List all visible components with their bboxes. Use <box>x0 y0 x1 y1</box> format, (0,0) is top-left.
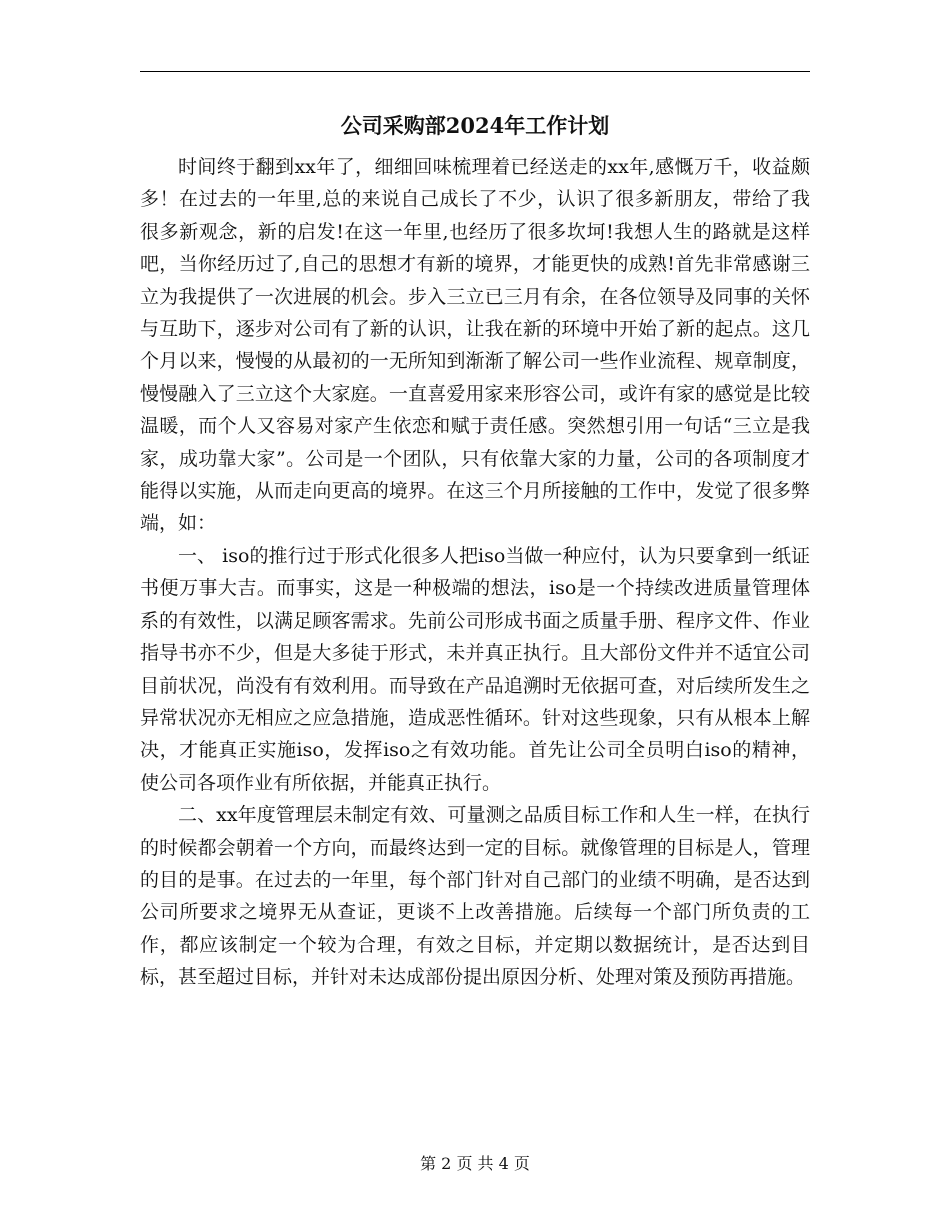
document-body <box>140 151 810 994</box>
header-rule <box>140 71 810 72</box>
page-number-footer: 第 2 页 共 4 页 <box>420 1154 530 1173</box>
document-title: 公司采购部2024年工作计划 <box>340 113 610 138</box>
paragraph-item-1: 一、 iso的推行过于形式化很多人把iso当做一种应付，认为只要拿到一纸证书便万事大吉。而事实，这是一种极端的想法，iso是一个持续改进质量管理体系的有效性，以满足顾客需求。先前公司形成书面之质量手册、程序文件、作业指导书亦不少，但是大多徒于形式，未并真正执行。且大部份文件并不适宜公司目前状况，尚没有有效利用。而导致在产品追溯时无依据可查，对后续所发生之异常状况亦无相应之应急措施，造成恶性循环。针对这些现象，只有从根本上解决，才能真正实施iso，发挥iso之有效功能。首先让公司全员明白iso的精神，使公司各项作业有所依据，并能真正执行。 <box>140 544 810 794</box>
paragraph-intro: 时间终于翻到xx年了，细细回味梳理着已经送走的xx年,感慨万千，收益颇多！在过去的一年里,总的来说自己成长了不少，认识了很多新朋友，带给了我很多新观念，新的启发!在这一年里,也经历了很多坎坷!我想人生的路就是这样吧，当你经历过了,自己的思想才有新的境界，才能更快的成熟!首先非常感谢三立为我提供了一次进展的机会。步入三立已三月有余，在各位领导及同事的关怀与互助下，逐步对公司有了新的认识，让我在新的环境中开始了新的起点。这几个月以来，慢慢的从最初的一无所知到渐渐了解公司一些作业流程、规章制度，慢慢融入了三立这个大家庭。一直喜爱用家来形容公司，或许有家的感觉是比较温暖，而个人又容易对家产生依恋和赋于责任感。突然想引用一句话“三立是我家，成功靠大家”。公司是一个团队，只有依靠大家的力量，公司的各项制度才能得以实施，从而走向更高的境界。在这三个月所接触的工作中，发觉了很多弊端，如： <box>140 156 810 535</box>
paragraph-item-2: 二、xx年度管理层未制定有效、可量测之品质目标工作和人生一样，在执行的时候都会朝着一个方向，而最终达到一定的目标。就像管理的目标是人，管理的目的是事。在过去的一年里，每个部门针对自己部门的业绩不明确，是否达到公司所要求之境界无从查证，更谈不上改善措施。后续每一个部门所负责的工作，都应该制定一个较为合理，有效之目标，并定期以数据统计，是否达到目标，甚至超过目标，并针对未达成部份提出原因分析、处理对策及预防再措施。 <box>140 804 810 989</box>
